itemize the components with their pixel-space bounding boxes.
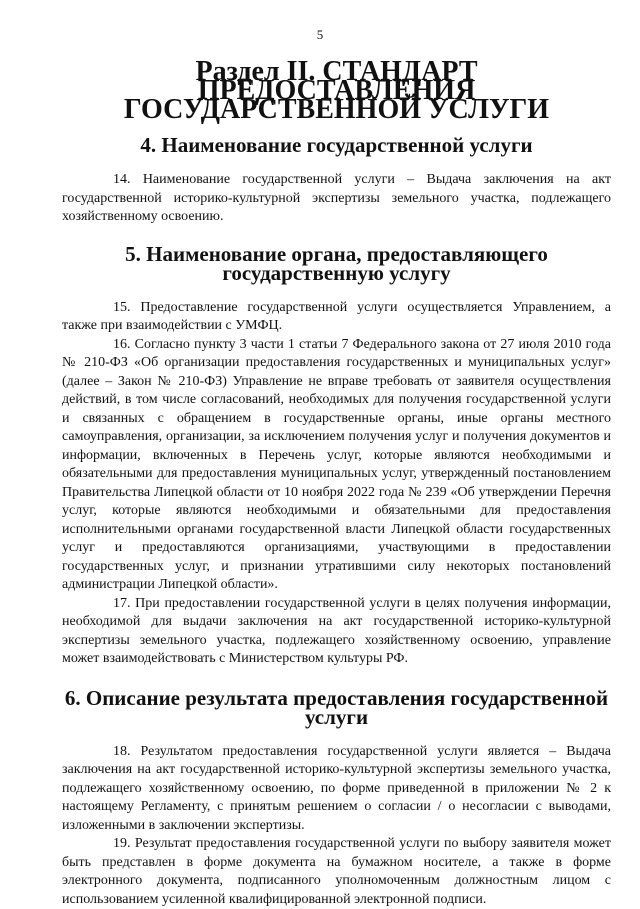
heading-service-result: 6. Описание результата предоставления государственной услуги bbox=[62, 689, 611, 727]
paragraph-17: 17. При предоставлении государственной услуги в целях получения информации, необходимой для выдачи заключения на акт государственной историко-культурной экспертизы земельного участка, подлежащего хозяйственному освоению, управление может взаимодействовать с Министерством культуры РФ. bbox=[62, 595, 611, 669]
document-body bbox=[62, 62, 611, 909]
section-title: Раздел II. СТАНДАРТ ПРЕДОСТАВЛЕНИЯ ГОСУДАРСТВЕННОЙ УСЛУГИ bbox=[62, 62, 611, 119]
block-4 bbox=[62, 136, 611, 227]
heading-providing-body: 5. Наименование органа, предоставляющего государственную услугу bbox=[62, 245, 611, 283]
paragraph-14: 14. Наименование государственной услуги – Выдача заключения на акт государственной историко-культурной экспертизы земельного участка, подлежащего хозяйственному освоению. bbox=[62, 171, 611, 227]
block-6 bbox=[62, 689, 611, 909]
paragraph-18: 18. Результатом предоставления государственной услуги является – Выдача заключения на акт государственной историко-культурной экспертизы земельного участка, подлежащего хозяйственному освоению, по форме приведенной в приложении № 2 к настоящему Регламенту, с принятым решением о согласии / о несогласии с выводами, изложенными в заключении экспертизы. bbox=[62, 743, 611, 836]
block-5 bbox=[62, 245, 611, 669]
paragraph-15: 15. Предоставление государственной услуги осуществляется Управлением, а также при взаимодействии с УМФЦ. bbox=[62, 299, 611, 336]
paragraph-19: 19. Результат предоставления государственной услуги по выбору заявителя может быть представлен в форме документа на бумажном носителе, а также в форме электронного документа, подписанного уполномоченным должностным лицом с использованием усиленной квалифицированной электронной подписи. bbox=[62, 835, 611, 909]
heading-service-name: 4. Наименование государственной услуги bbox=[62, 136, 611, 155]
paragraph-16: 16. Согласно пункту 3 части 1 статьи 7 Федерального закона от 27 июля 2010 года № 210-ФЗ «Об организации предоставления государственных и муниципальных услуг» (далее – Закон № 210-ФЗ) Управление не вправе требовать от заявителя осуществления действий, в том числе согласований, необходимых для получения государственной услуги и связанных с обращением в государственные органы, иные органы местного самоуправления, организации, за исключением получения услуг и получения документов и информации, включенных в Перечень услуг, которые являются необходимыми и обязательными для предоставления муниципальных услуг, утвержденный постановлением Правительства Липецкой области от 10 ноября 2022 года № 239 «Об утверждении Перечня услуг, которые являются необходимыми и обязательными для предоставления исполнительными органами государственной власти Липецкой области государственных услуг и предоставляются организациями, участвующими в предоставлении государственных услуг, и признании утратившими силу некоторых постановлений администрации Липецкой области». bbox=[62, 336, 611, 595]
page-number: 5 bbox=[0, 27, 640, 43]
